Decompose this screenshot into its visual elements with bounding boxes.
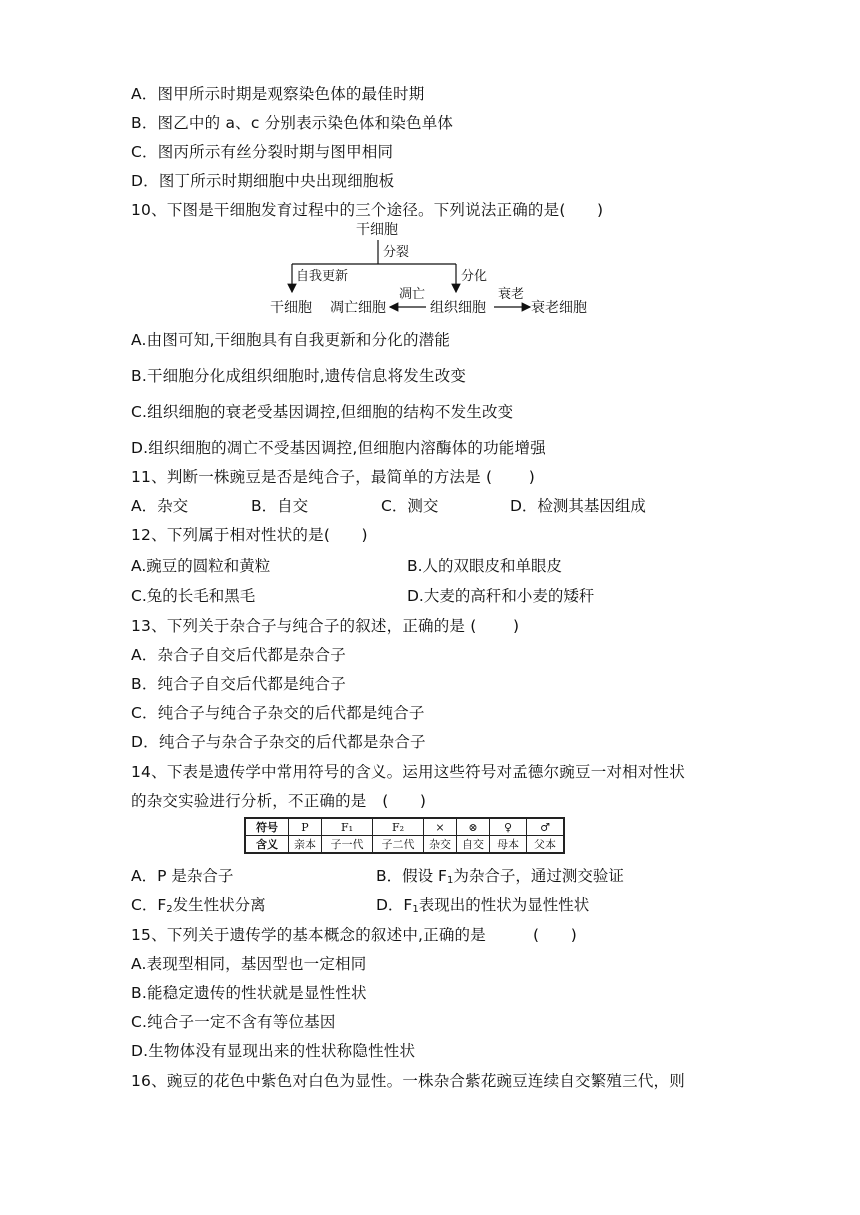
q13-option-c: C．纯合子与纯合子杂交的后代都是纯合子	[131, 704, 425, 722]
diagram-self-renewal-label: 自我更新	[296, 269, 349, 284]
symbol-cell: F₂	[373, 818, 424, 836]
stem-cell-pathway-diagram	[268, 218, 598, 320]
q11-stem: 11、判断一株豌豆是否是纯合子，最简单的方法是 ( )	[131, 468, 535, 486]
diagram-tissue-cell-node: 组织细胞	[430, 300, 486, 316]
q14-option-d: D．$F_1$表现出的性状为显性性状	[376, 896, 590, 915]
diagram-stem-cell-node: 干细胞	[270, 300, 312, 316]
meaning-row	[245, 836, 564, 854]
meaning-cell: 母本	[490, 836, 527, 854]
q15-option-a: A.表现型相同，基因型也一定相同	[131, 955, 367, 973]
q14-option-a: A．P 是杂合子	[131, 867, 234, 885]
meaning-header-cell: 含义	[245, 836, 289, 854]
symbol-row	[245, 818, 564, 836]
q14-stem-line1: 14、下表是遗传学中常用符号的含义。运用这些符号对孟德尔豌豆一对相对性状	[131, 763, 685, 781]
q15-option-b: B.能稳定遗传的性状就是显性性状	[131, 984, 367, 1002]
meaning-cell: 父本	[527, 836, 565, 854]
symbol-cell: P	[289, 818, 322, 836]
symbol-cell: F₁	[322, 818, 373, 836]
q11-option-d: D．检测其基因组成	[510, 497, 646, 515]
meaning-cell: 自交	[457, 836, 490, 854]
diagram-aging-label: 衰老	[498, 287, 525, 302]
meaning-cell: 子二代	[373, 836, 424, 854]
meaning-cell: 子一代	[322, 836, 373, 854]
q11-option-a: A．杂交	[131, 497, 189, 515]
diagram-apoptotic-cell-node: 凋亡细胞	[330, 300, 386, 316]
q10-option-d: D.组织细胞的凋亡不受基因调控,但细胞内溶酶体的功能增强	[131, 439, 546, 457]
diagram-differentiation-label: 分化	[461, 269, 488, 284]
q14-stem-line2: 的杂交实验进行分析，不正确的是 ( )	[131, 792, 427, 810]
q9-option-b: B．图乙中的 a、c 分别表示染色体和染色单体	[131, 114, 454, 132]
diagram-aging-cell-node: 衰老细胞	[531, 300, 587, 316]
q10-stem: 10、下图是干细胞发育过程中的三个途径。下列说法正确的是( )	[131, 201, 604, 219]
q9-option-d: D．图丁所示时期细胞中央出现细胞板	[131, 172, 395, 190]
symbol-cell: ⊗	[457, 818, 490, 836]
q11-option-b: B．自交	[251, 497, 309, 515]
q15-stem: 15、下列关于遗传学的基本概念的叙述中,正确的是 ( )	[131, 926, 577, 944]
q10-option-a: A.由图可知,干细胞具有自我更新和分化的潜能	[131, 331, 451, 349]
meaning-cell: 亲本	[289, 836, 322, 854]
q16-stem: 16、豌豆的花色中紫色对白色为显性。一株杂合紫花豌豆连续自交繁殖三代，则	[131, 1072, 685, 1090]
q13-stem: 13、下列关于杂合子与纯合子的叙述，正确的是 ( )	[131, 617, 520, 635]
genetics-symbol-table	[244, 817, 565, 854]
q13-option-a: A．杂合子自交后代都是杂合子	[131, 646, 346, 664]
diagram-apoptosis-label: 凋亡	[399, 287, 426, 302]
q13-option-b: B．纯合子自交后代都是纯合子	[131, 675, 346, 693]
q12-option-b: B.人的双眼皮和单眼皮	[407, 557, 563, 575]
q12-option-a: A.豌豆的圆粒和黄粒	[131, 557, 271, 575]
q12-option-c: C.兔的长毛和黑毛	[131, 587, 256, 605]
q12-option-d: D.大麦的高秆和小麦的矮秆	[407, 587, 595, 605]
symbol-header-cell: 符号	[245, 818, 289, 836]
q13-option-d: D．纯合子与杂合子杂交的后代都是杂合子	[131, 733, 426, 751]
symbol-cell: ♂	[527, 818, 565, 836]
meaning-cell: 杂交	[424, 836, 457, 854]
diagram-top-node: 干细胞	[356, 222, 398, 238]
q9-option-a: A．图甲所示时期是观察染色体的最佳时期	[131, 85, 425, 103]
symbol-cell: ♀	[490, 818, 527, 836]
q15-option-c: C.纯合子一定不含有等位基因	[131, 1013, 336, 1031]
q10-option-c: C.组织细胞的衰老受基因调控,但细胞的结构不发生改变	[131, 403, 514, 421]
q14-option-b: B．假设 $F_1$为杂合子，通过测交验证	[376, 867, 624, 886]
q9-option-c: C．图丙所示有丝分裂时期与图甲相同	[131, 143, 394, 161]
q11-option-c: C．测交	[381, 497, 439, 515]
symbol-cell: ×	[424, 818, 457, 836]
q12-stem: 12、下列属于相对性状的是( )	[131, 526, 368, 544]
diagram-split-label: 分裂	[383, 245, 410, 260]
q15-option-d: D.生物体没有显现出来的性状称隐性性状	[131, 1042, 416, 1060]
q10-option-b: B.干细胞分化成组织细胞时,遗传信息将发生改变	[131, 367, 467, 385]
q14-option-c: C．$F_2$发生性状分离	[131, 896, 266, 915]
